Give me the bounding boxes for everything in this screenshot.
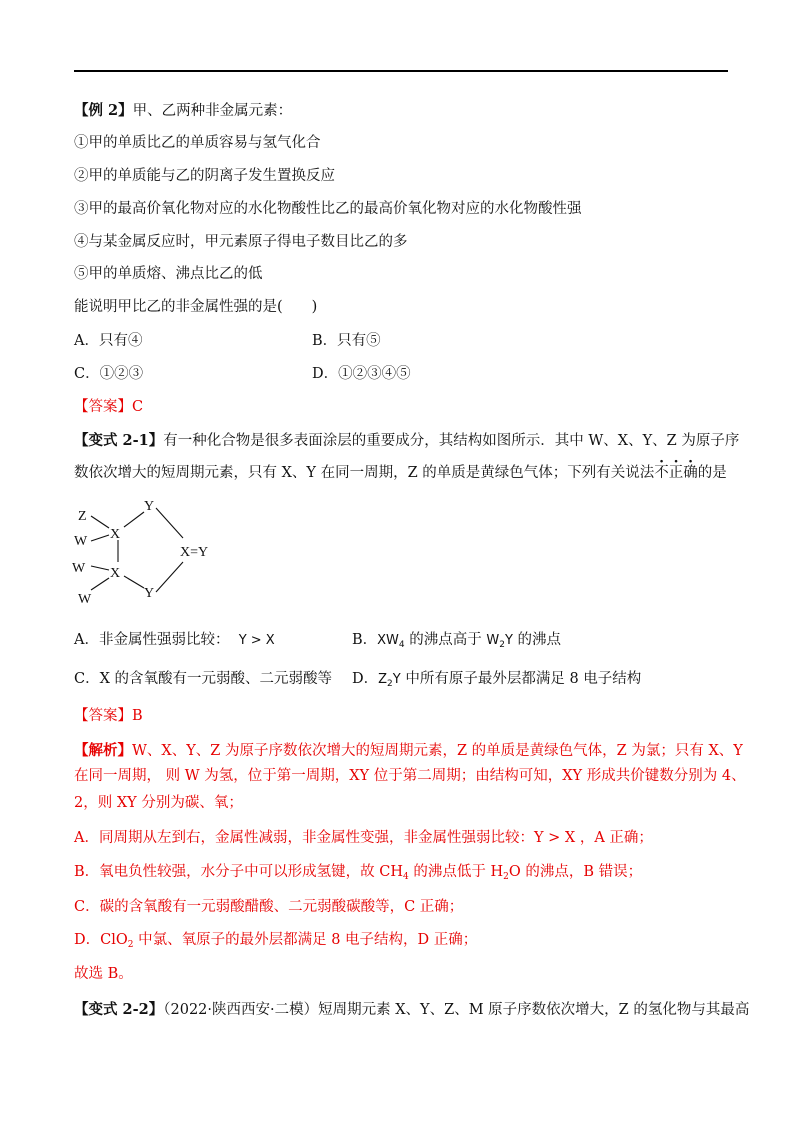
variant-2-1-option-d xyxy=(352,669,641,694)
variant-2-2-text: （2022·陕西西安·二模）短周期元素 X、Y、Z、M 原子序数依次增大，Z 的氢化物与其最高 xyxy=(163,1002,750,1018)
formula-w2y-subscript: 2 xyxy=(499,640,505,650)
atom-z: Z xyxy=(78,509,87,524)
analysis-line-3: 2，则 XY 分别为碳、氧； xyxy=(74,795,243,811)
analysis-conclusion: 故选 B。 xyxy=(74,966,133,982)
analysis-b-text-2: 的沸点低于 H xyxy=(408,864,504,880)
formula-z2y-y: Y xyxy=(392,672,401,687)
variant-2-1-answer: 【答案】B xyxy=(74,708,143,724)
example-2-option-a: A．只有④ xyxy=(74,333,143,349)
option-a-formula: Y > X xyxy=(238,633,275,648)
option-b-middle: 的沸点高于 xyxy=(404,632,487,648)
example-2-option-d: D．①②③④⑤ xyxy=(312,366,411,382)
statement-5: ⑤甲的单质熔、沸点比乙的低 xyxy=(74,266,263,282)
option-a-text: A．非金属性强弱比较： xyxy=(74,632,230,648)
statement-1: ①甲的单质比乙的单质容易与氢气化合 xyxy=(74,135,321,151)
option-d-suffix: 中所有原子最外层都满足 8 电子结构 xyxy=(400,671,642,687)
option-b-suffix: 的沸点 xyxy=(512,632,562,648)
formula-z2y-z: Z xyxy=(378,672,388,687)
atom-x-double-y: X=Y xyxy=(180,545,209,560)
example-2-label: 【例 2】 xyxy=(74,102,133,119)
analysis-label: 【解析】 xyxy=(74,742,132,759)
molecular-structure-diagram xyxy=(60,490,260,610)
atom-y-top: Y xyxy=(144,499,155,514)
atom-w-1: W xyxy=(74,534,88,549)
emphasis-not-correct xyxy=(654,465,698,481)
formula-w2y-y: Y xyxy=(504,633,513,648)
emphasis-char: 确 xyxy=(683,465,698,481)
top-rule xyxy=(74,70,728,72)
formula-xw4: XW xyxy=(377,633,399,648)
analysis-line-1 xyxy=(74,741,743,761)
atom-y-bottom: Y xyxy=(144,586,155,601)
option-d-prefix: D． xyxy=(352,671,379,687)
analysis-b-text-1: B．氧电负性较强，水分子中可以形成氢键，故 CH xyxy=(74,864,404,880)
option-b-prefix: B． xyxy=(352,632,378,648)
variant-2-1-option-b xyxy=(352,630,561,655)
analysis-line-2: 在同一周期， 则 W 为氢，位于第一周期，XY 位于第二周期；由结构可知，XY 形成共价键数分别为 4、 xyxy=(74,768,746,784)
atom-w-2: W xyxy=(72,561,86,576)
example-2-heading xyxy=(74,101,292,121)
variant-2-1-text-3: 的是 xyxy=(697,465,727,481)
atom-x-lower: X xyxy=(110,566,121,581)
analysis-d-text-1: D．ClO xyxy=(74,932,128,948)
variant-2-1-label: 【变式 2-1】 xyxy=(74,432,164,449)
variant-2-1-line-1 xyxy=(74,431,739,451)
example-2-stem: 甲、乙两种非金属元素： xyxy=(132,103,293,119)
atom-x-upper: X xyxy=(110,527,121,542)
variant-2-1-option-a xyxy=(74,630,275,651)
analysis-option-a: A．同周期从左到右，金属性减弱，非金属性变强，非金属性强弱比较：Y > X ，A 正确； xyxy=(74,830,653,846)
variant-2-1-text-2: 数依次增大的短周期元素，只有 X、Y 在同一周期，Z 的单质是黄绿色气体；下列有关说法 xyxy=(74,465,655,481)
analysis-text-1: W、X、Y、Z 为原子序数依次增大的短周期元素，Z 的单质是黄绿色气体，Z 为氯；只有 X、Y xyxy=(132,743,743,759)
example-2-answer: 【答案】C xyxy=(74,399,144,415)
analysis-option-c: C．碳的含氧酸有一元弱酸醋酸、二元弱酸碳酸等，C 正确； xyxy=(74,899,464,915)
statement-4: ④与某金属反应时，甲元素原子得电子数目比乙的多 xyxy=(74,234,408,250)
emphasis-char: 正 xyxy=(668,465,684,481)
analysis-d-subscript: 2 xyxy=(127,940,134,950)
variant-2-1-text-1: 有一种化合物是很多表面涂层的重要成分，其结构如图所示．其中 W、X、Y、Z 为原子序 xyxy=(163,433,740,449)
analysis-option-d xyxy=(74,930,477,955)
formula-z2y-subscript: 2 xyxy=(387,679,393,689)
formula-xw4-subscript: 4 xyxy=(398,640,405,650)
variant-2-1-option-c: C．X 的含氧酸有一元弱酸、二元弱酸等 xyxy=(74,671,333,687)
analysis-b-text-3: O 的沸点，B 错误； xyxy=(508,864,643,880)
analysis-option-b xyxy=(74,862,642,887)
example-2-option-b: B．只有⑤ xyxy=(312,333,381,349)
atom-w-3: W xyxy=(78,592,92,607)
formula-w2y-w: W xyxy=(486,633,500,648)
statement-2: ②甲的单质能与乙的阴离子发生置换反应 xyxy=(74,168,335,184)
example-2-option-c: C．①②③ xyxy=(74,366,144,382)
emphasis-char: 不 xyxy=(654,465,669,481)
analysis-d-text-2: 中氯、氧原子的最外层都满足 8 电子结构，D 正确； xyxy=(133,932,478,948)
analysis-b-subscript-2: 2 xyxy=(503,872,509,882)
variant-2-2-line-1 xyxy=(74,1000,749,1020)
analysis-b-subscript-1: 4 xyxy=(403,872,409,882)
variant-2-2-label: 【变式 2-2】 xyxy=(74,1001,164,1018)
statement-3: ③甲的最高价氧化物对应的水化物酸性比乙的最高价氧化物对应的水化物酸性强 xyxy=(74,201,582,217)
example-2-question: 能说明甲比乙的非金属性强的是( ) xyxy=(74,299,318,315)
variant-2-1-line-2 xyxy=(74,463,727,483)
